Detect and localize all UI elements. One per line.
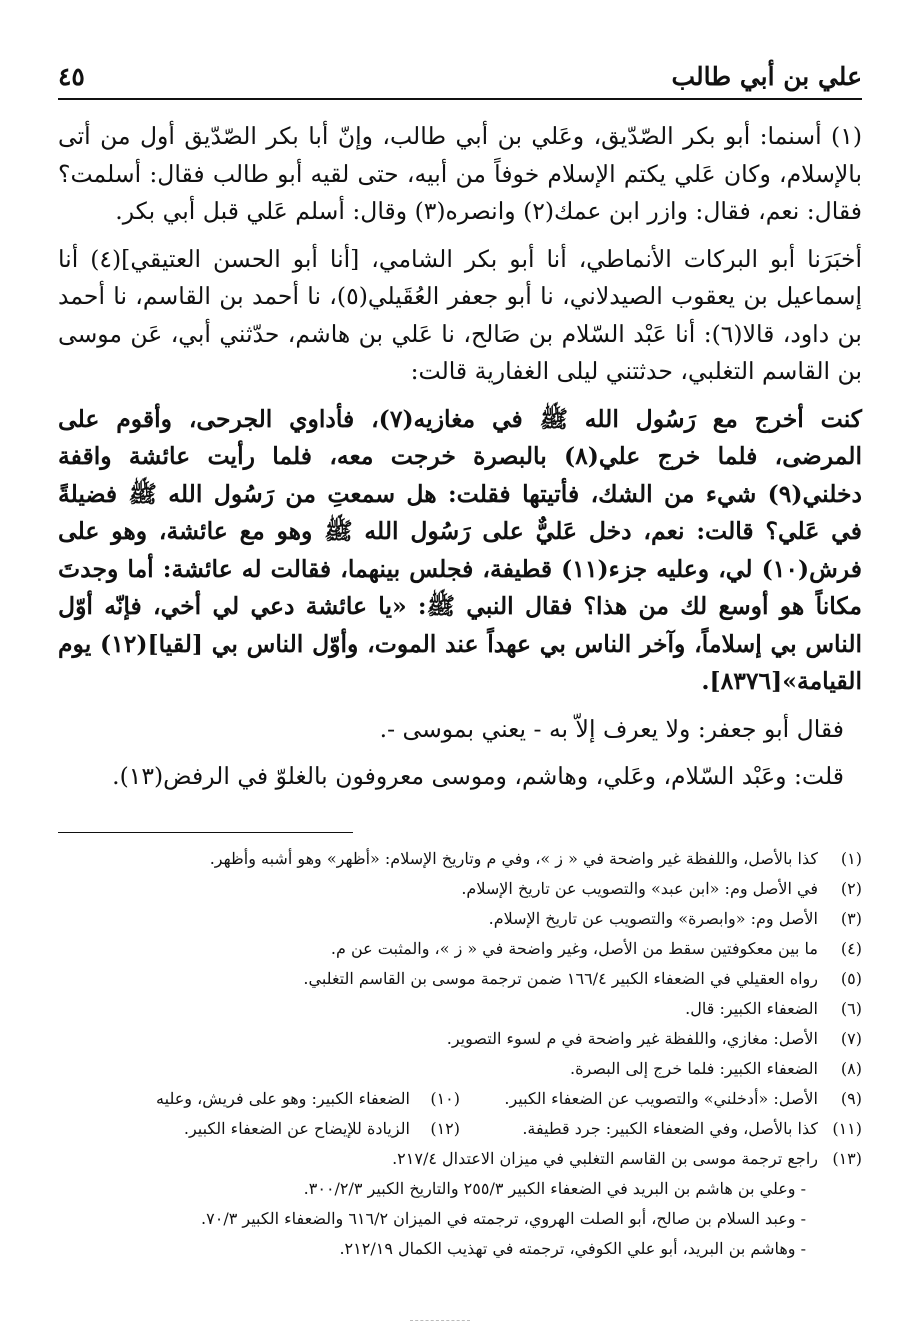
paragraph: أخبَرَنا أبو البركات الأنماطي، أنا أبو بكر الشامي، [أنا أبو الحسن العتيقي](٤) أنا إسماعيل بن يعقوب الصيدلاني، نا أبو جعفر العُقَيلي(٥)، نا أحمد بن القاسم، نا أحمد بن داود، قالا(٦): أنا عَبْد السّلام بن صَالح، نا عَلي بن هاشم، حدّثني أبي، عَن موسى بن القاسم التغلبي، حدثتني ليلى الغفارية قالت: (58, 244, 863, 385)
main-text (58, 118, 862, 806)
footnote (460, 1114, 862, 1144)
footnote-continuation (58, 1234, 862, 1264)
paragraph: فقال أبو جعفر: ولا يعرف إلاّ به - يعني بموسى -. (379, 714, 844, 743)
footnote (58, 1114, 460, 1144)
footnote-number: (١٢) (430, 1119, 460, 1138)
footnote-text: الضعفاء الكبير: فلما خرج إلى البصرة. (570, 1059, 818, 1078)
footnote-continuation (58, 1174, 862, 1204)
footnote-text: الأصل وم: «وابصرة» والتصويب عن تاريخ الإسلام. (488, 909, 818, 928)
footnote-number: (١) (840, 849, 862, 868)
page-bottom-mark (410, 1320, 470, 1321)
paragraph: (١) أسنما: أبو بكر الصّدّيق، وعَلي بن أبي طالب، وإنّ أبا بكر الصّدّيق أول من أتى بالإسلام، وكان عَلي يكتم الإسلام خوفاً من أبيه، حتى لقيه أبو طالب فقال: أسلمت؟ فقال: نعم، فقال: وازر ابن عمك(٢) وانصره(٣) وقال: أسلم عَلي قبل أبي بكر. (58, 122, 862, 225)
footnote (58, 904, 862, 934)
footnote-number: (٨) (840, 1059, 862, 1078)
footnote-number: (٩) (840, 1089, 862, 1108)
footnote-number: (٦) (840, 999, 862, 1018)
footnote-text: راجع ترجمة موسى بن القاسم التغلبي في ميزان الاعتدال ٢١٧/٤. (392, 1149, 818, 1168)
footnote-text: الزيادة للإيضاح عن الضعفاء الكبير. (183, 1119, 410, 1138)
footnote-text: ما بين معكوفتين سقط من الأصل، وغير واضحة في « ز »، والمثبت عن م. (330, 939, 818, 958)
footnote (58, 1144, 862, 1174)
footnote-number: (٥) (840, 969, 862, 988)
page-number: ٤٥ (58, 62, 85, 91)
footnote-text: الضعفاء الكبير: قال. (685, 999, 818, 1018)
footnote-text: الأصل: مغازي، واللفظة غير واضحة في م لسوء التصوير. (446, 1029, 818, 1048)
footnote-number: (١٣) (832, 1149, 862, 1168)
footnote-number: (٢) (840, 879, 862, 898)
footnote (58, 874, 862, 904)
footnote-continuation (58, 1204, 862, 1234)
footnote-text: - وعلي بن هاشم بن البريد في الضعفاء الكبير ٢٥٥/٣ والتاريخ الكبير ٣٠٠/٢/٣. (303, 1179, 806, 1198)
footnote-number: (١٠) (430, 1089, 460, 1108)
footnote-separator (58, 832, 353, 833)
footnote (58, 1084, 460, 1114)
footnote-number: (١١) (832, 1119, 862, 1138)
footnote (58, 844, 862, 874)
footnote (58, 1054, 862, 1084)
footnote-text: رواه العقيلي في الضعفاء الكبير ١٦٦/٤ ضمن ترجمة موسى بن القاسم التغلبي. (303, 969, 818, 988)
running-header (58, 54, 862, 100)
footnote-text: - وعبد السلام بن صالح، أبو الصلت الهروي، ترجمته في الميزان ٦١٦/٢ والضعفاء الكبير ٧٠/٣. (201, 1209, 806, 1228)
paragraph: قلت: وعَبْد السّلام، وعَلي، وهاشم، وموسى معروفون بالغلوّ في الرفض(١٣). (112, 762, 844, 790)
footnote-text: كذا بالأصل، وفي الضعفاء الكبير: جرد قطيفة. (522, 1119, 818, 1138)
footnote-number: (٣) (840, 909, 862, 928)
footnote (460, 1084, 862, 1114)
footnote (58, 934, 862, 964)
footnote-text: الأصل: «أدخلني» والتصويب عن الضعفاء الكبير. (504, 1089, 818, 1108)
footnote-pair (58, 1084, 862, 1114)
footnote-number: (٤) (840, 939, 862, 958)
footnote-pair (58, 1114, 862, 1144)
footnote-text: في الأصل وم: «ابن عبد» والتصويب عن تاريخ الإسلام. (461, 879, 818, 898)
footnote (58, 964, 862, 994)
page-title: علي بن أبي طالب (671, 62, 862, 91)
hadith-paragraph: كنت أخرج مع رَسُول الله ﷺ في مغازيه(٧)، فأداوي الجرحى، وأقوم على المرضى، فلما خرج علي(٨) بالبصرة خرجت معه، فلما رأيت عائشة واقفة دخلني(٩) شيء من الشك، فأتيتها فقلت: هل سمعتِ من رَسُول الله ﷺ فضيلةً في عَلي؟ قالت: نعم، دخل عَليٌّ على رَسُول الله ﷺ وهو مع عائشة، وهو على فرش(١٠) لي، وعليه جزء(١١) قطيفة، فجلس بينهما، فقالت له عائشة: أما وجدتَ مكاناً هو أوسع لك من هذا؟ فقال النبي ﷺ: «يا عائشة دعي لي أخي، فإنّه أوّل الناس بي إسلاماً، وآخر الناس بي عهداً عند الموت، وأوّل الناس بي [لقيا](١٢) يوم القيامة»[٨٣٧٦]. (58, 404, 863, 695)
footnote-text: كذا بالأصل، واللفظة غير واضحة في « ز »، وفي م وتاريخ الإسلام: «أظهر» وهو أشبه وأظهر. (209, 849, 818, 868)
footnote-text: الضعفاء الكبير: وهو على فريش، وعليه (156, 1089, 410, 1108)
footnote (58, 994, 862, 1024)
footnotes (58, 844, 862, 1264)
footnote-text: - وهاشم بن البريد، أبو علي الكوفي، ترجمته في تهذيب الكمال ٢١٢/١٩. (339, 1239, 806, 1258)
footnote-number: (٧) (840, 1029, 862, 1048)
footnote (58, 1024, 862, 1054)
